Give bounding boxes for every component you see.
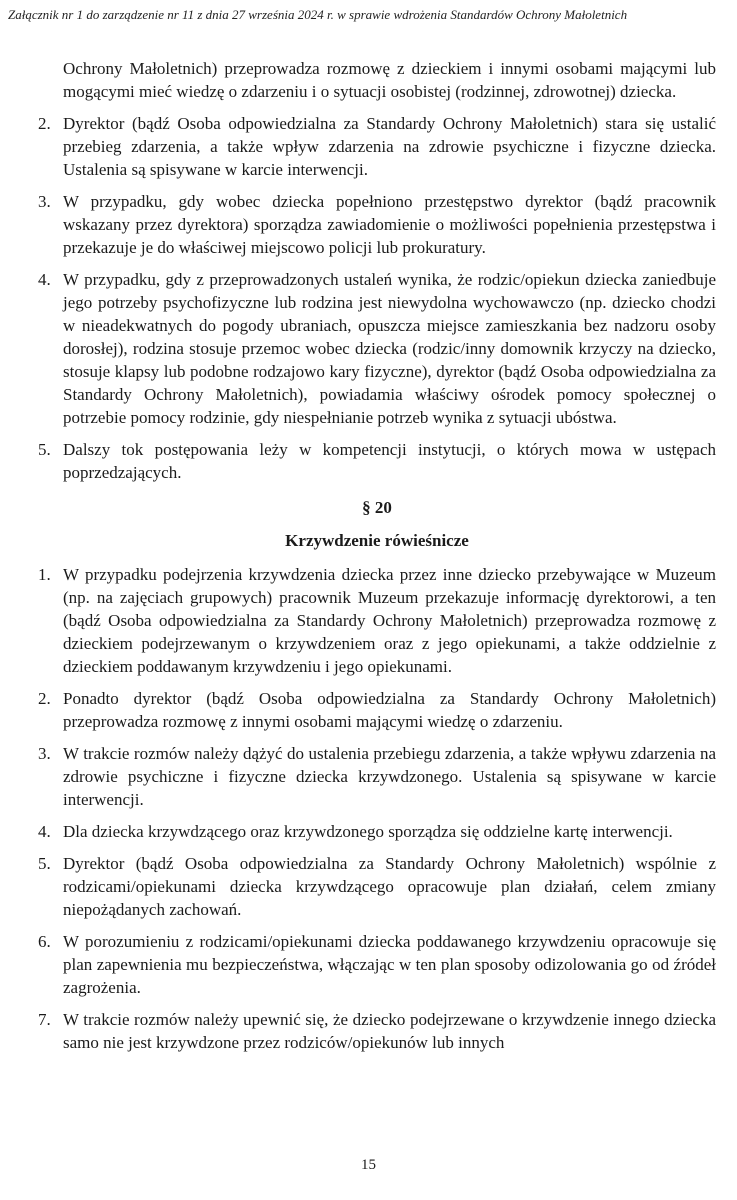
page-number: 15	[361, 1157, 376, 1173]
list-item	[38, 852, 716, 921]
list-item-number: 2.	[38, 114, 51, 133]
list-item-number: 2.	[38, 689, 51, 708]
list-item	[38, 190, 716, 259]
list-item-number: 5.	[38, 440, 51, 459]
list-item-text: Dyrektor (bądź Osoba odpowiedzialna za Standardy Ochrony Małoletnich) wspólnie z rodzicami/opiekunami dziecka krzywdzącego opracowuje plan działań, celem zmiany niepożądanych zachowań.	[63, 854, 716, 919]
list-item-text: W przypadku, gdy wobec dziecka popełniono przestępstwo dyrektor (bądź pracownik wskazany przez dyrektora) sporządza zawiadomienie o możliwości popełnienia przestępstwa i przekazuje je do właściwej miejscowo policji lub prokuratury.	[63, 192, 716, 257]
list-item	[38, 438, 716, 484]
list-item	[38, 687, 716, 733]
list-item-number: 3.	[38, 192, 51, 211]
document-header	[8, 6, 729, 23]
list-item	[38, 820, 716, 843]
list-item-number: 5.	[38, 854, 51, 873]
section-title: Krzywdzenie rówieśnicze	[285, 531, 469, 550]
list-item-text: W przypadku podejrzenia krzywdzenia dziecka przez inne dziecko przebywające w Muzeum (np. na zajęciach grupowych) pracownik Muzeum przekazuje informację dyrektorowi, a ten (bądź Osoba odpowiedzialna za Standardy Ochrony Małoletnich) przeprowadza rozmowę z dzieckiem podejrzewanym o krzywdzeniem oraz z jego opiekunami, a także oddzielnie z dzieckiem poddawanym krzywdzeniu i jego opiekunami.	[63, 565, 716, 676]
list-item-text: W przypadku, gdy z przeprowadzonych ustaleń wynika, że rodzic/opiekun dziecka zaniedbuje jego potrzeby psychofizyczne lub rodzina jest niewydolna wychowawczo (np. dziecko chodzi w nieadekwatnych do pogody ubraniach, opuszcza miejsce zamieszkania bez nadzoru osoby dorosłej), rodzina stosuje przemoc wobec dziecka (rodzic/inny domownik krzyczy na dziecko, stosuje klapsy lub podobne rodzajowo kary fizyczne), dyrektor (bądź Osoba odpowiedzialna za Standardy Ochrony Małoletnich), powiadamia właściwy ośrodek pomocy społecznej o potrzebie pomocy rodzinie, gdy niespełnianie potrzeb wynika z sytuacji ubóstwa.	[63, 270, 716, 427]
list-item-number: 4.	[38, 822, 51, 841]
section-number: § 20	[362, 498, 392, 517]
list-item-text: W trakcie rozmów należy dążyć do ustalenia przebiegu zdarzenia, a także wpływu zdarzenia na zdrowie psychiczne i fizyczne dziecka krzywdzonego. Ustalenia są spisywane w karcie interwencji.	[63, 744, 716, 809]
list-item-number: 6.	[38, 932, 51, 951]
list-item	[38, 742, 716, 811]
list-item-number: 3.	[38, 744, 51, 763]
list-item	[38, 268, 716, 429]
list-item-text: Dla dziecka krzywdzącego oraz krzywdzonego sporządza się oddzielne kartę interwencji.	[63, 822, 673, 841]
document-body	[38, 57, 716, 1063]
list-item-number: 7.	[38, 1010, 51, 1029]
paragraph-continuation: Ochrony Małoletnich) przeprowadza rozmowę z dzieckiem i innymi osobami mającymi lub mogącymi mieć wiedzę o zdarzeniu i o sytuacji osobistej (rodzinnej, zdrowotnej) dziecka.	[63, 59, 716, 101]
list-item-text: Dalszy tok postępowania leży w kompetencji instytucji, o których mowa w ustępach poprzedzających.	[63, 440, 716, 482]
list-item	[38, 112, 716, 181]
list-item-number: 1.	[38, 565, 51, 584]
list-item-text: Dyrektor (bądź Osoba odpowiedzialna za Standardy Ochrony Małoletnich) stara się ustalić przebieg zdarzenia, a także wpływ zdarzenia na zdrowie psychiczne i fizyczne dziecka. Ustalenia są spisywane w karcie interwencji.	[63, 114, 716, 179]
list-item	[38, 1008, 716, 1054]
list-item-text: Ponadto dyrektor (bądź Osoba odpowiedzialna za Standardy Ochrony Małoletnich) przeprowadza rozmowę z innymi osobami mającymi wiedzę o zdarzeniu.	[63, 689, 716, 731]
list-item-text: W trakcie rozmów należy upewnić się, że dziecko podejrzewane o krzywdzenie innego dziecka samo nie jest krzywdzone przez rodziców/opiekunów lub innych	[63, 1010, 716, 1052]
list-item	[38, 563, 716, 678]
list-item-number: 4.	[38, 270, 51, 289]
header-text: Załącznik nr 1 do zarządzenie nr 11 z dnia 27 września 2024 r. w sprawie wdrożenia Standardów Ochrony Małoletnich	[8, 7, 628, 22]
list-item	[38, 930, 716, 999]
list-item-text: W porozumieniu z rodzicami/opiekunami dziecka poddawanego krzywdzeniu opracowuje się plan zapewnienia mu bezpieczeństwa, włączając w ten plan sposoby odizolowania go od źródeł zagrożenia.	[63, 932, 716, 997]
